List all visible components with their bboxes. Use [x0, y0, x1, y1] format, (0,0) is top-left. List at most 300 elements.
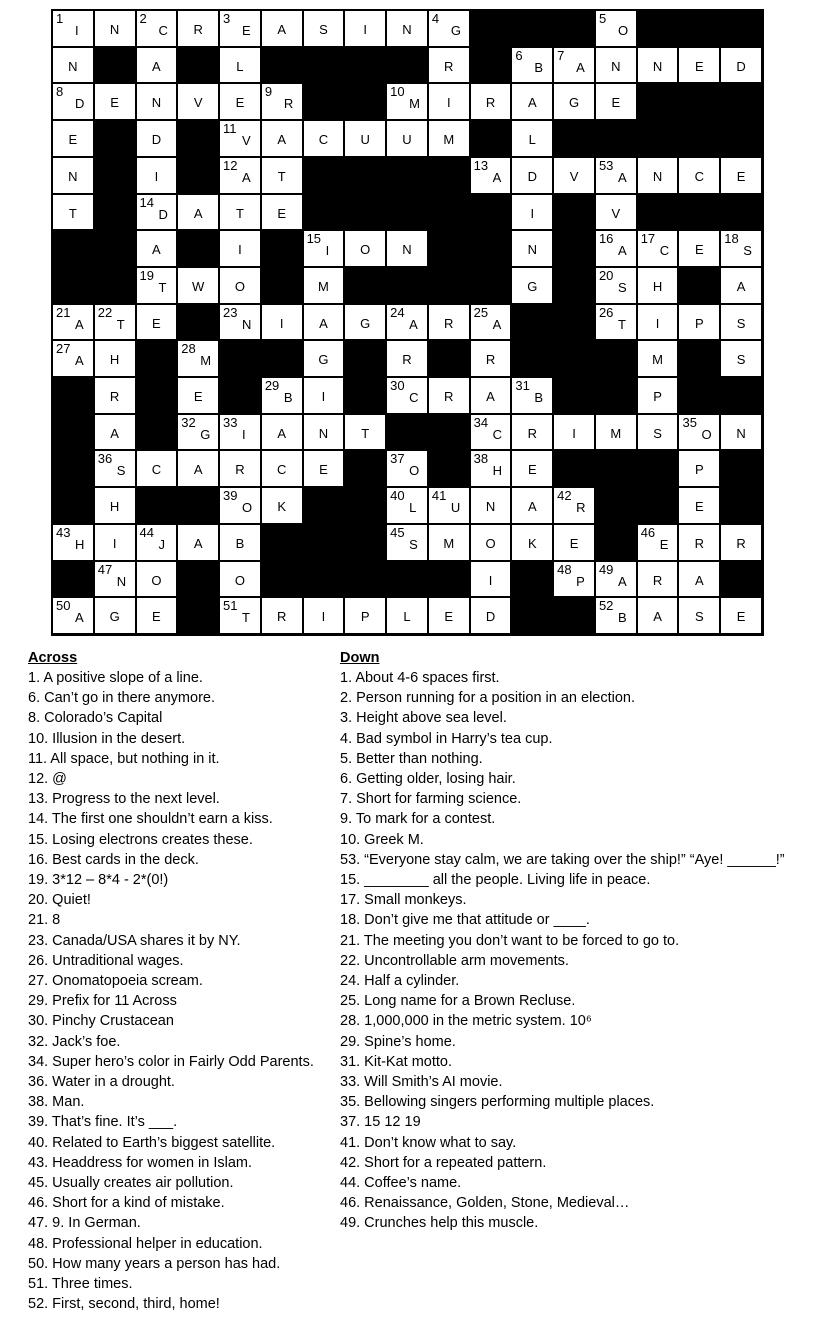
cell-letter: E	[242, 23, 251, 38]
cell-number: 37	[390, 451, 405, 467]
crossword-cell[interactable]	[137, 305, 177, 340]
crossword-cell[interactable]	[721, 158, 761, 193]
cell-letter: N	[116, 573, 127, 589]
cell-letter: G	[200, 426, 211, 442]
cell-letter: R	[485, 95, 496, 111]
cell-letter: S	[736, 352, 746, 368]
crossword-cell[interactable]	[512, 488, 552, 523]
cell-letter: M	[200, 353, 212, 369]
crossword-cell[interactable]	[53, 11, 93, 46]
crossword-cell[interactable]	[721, 341, 761, 376]
cell-letter: D	[527, 168, 537, 184]
crossword-cell[interactable]	[95, 525, 135, 560]
across-clue: 1. A positive slope of a line.	[28, 670, 203, 686]
crossword-cell[interactable]	[387, 451, 427, 486]
crossword-cell[interactable]	[137, 84, 177, 119]
crossword-cell[interactable]	[304, 451, 344, 486]
crossword-cell[interactable]	[554, 48, 594, 83]
crossword-cell[interactable]	[638, 341, 678, 376]
crossword-cell[interactable]	[220, 195, 260, 230]
cell-letter: N	[68, 168, 78, 184]
cell-number: 24	[390, 304, 405, 320]
crossword-cell[interactable]	[554, 562, 594, 597]
crossword-cell[interactable]	[262, 488, 302, 523]
crossword-cell[interactable]	[220, 121, 260, 156]
crossword-cell[interactable]	[304, 11, 344, 46]
crossword-cell[interactable]	[429, 48, 469, 83]
across-clue: 38. Man.	[28, 1094, 85, 1111]
crossword-cell[interactable]	[596, 562, 636, 597]
crossword-cell[interactable]	[429, 84, 469, 119]
crossword-cell[interactable]	[53, 195, 93, 230]
cell-letter: E	[68, 132, 78, 148]
crossword-cell[interactable]	[220, 562, 260, 597]
down-clue: 1. About 4-6 spaces first.	[340, 670, 500, 686]
cell-letter: A	[277, 425, 287, 441]
crossword-cell[interactable]	[679, 231, 719, 266]
cell-letter: A	[193, 462, 203, 478]
crossword-cell[interactable]	[554, 488, 594, 523]
cell-number: 41	[431, 488, 447, 504]
across-clue: 48. Professional helper in education.	[28, 1235, 263, 1252]
cell-letter: V	[242, 133, 251, 149]
across-clue: 15. Losing electrons creates these.	[28, 831, 253, 848]
crossword-cell[interactable]	[262, 121, 302, 156]
cell-letter: R	[283, 96, 294, 112]
crossword-cell[interactable]	[387, 598, 427, 633]
cell-number: 33	[223, 414, 238, 430]
crossword-cell[interactable]	[387, 231, 427, 266]
crossword-cell[interactable]	[429, 121, 469, 156]
cell-letter: P	[360, 609, 370, 625]
crossword-cell[interactable]	[638, 378, 678, 413]
cell-letter: I	[321, 609, 326, 625]
crossword-cell[interactable]	[429, 305, 469, 340]
crossword-cell[interactable]	[220, 84, 260, 119]
cell-letter: E	[444, 609, 454, 625]
crossword-cell[interactable]	[304, 268, 344, 303]
crossword-cell[interactable]	[178, 84, 218, 119]
cell-letter: R	[109, 389, 120, 405]
cell-letter: R	[444, 58, 454, 74]
crossword-cell[interactable]	[304, 598, 344, 633]
crossword-cell[interactable]	[137, 48, 177, 83]
crossword-cell[interactable]	[638, 305, 678, 340]
crossword-cell[interactable]	[304, 121, 344, 156]
crossword-cell[interactable]	[679, 488, 719, 523]
down-clue: 35. Bellowing singers performing multiple places.	[340, 1094, 655, 1111]
crossword-cell[interactable]	[137, 598, 177, 633]
crossword-cell[interactable]	[53, 48, 93, 83]
crossword-cell[interactable]	[512, 84, 552, 119]
crossword-cell[interactable]	[304, 341, 344, 376]
crossword-cell[interactable]	[554, 84, 594, 119]
cell-number: 22	[97, 304, 113, 320]
cell-number: 23	[223, 304, 238, 320]
cell-letter: D	[151, 132, 162, 148]
cell-letter: E	[569, 535, 579, 551]
crossword-cell[interactable]	[137, 11, 177, 46]
cell-letter: U	[360, 132, 370, 148]
cell-letter: I	[154, 168, 159, 184]
cell-letter: U	[450, 500, 461, 516]
cell-number: 21	[56, 304, 71, 320]
crossword-cell[interactable]	[471, 525, 511, 560]
crossword-cell[interactable]	[137, 562, 177, 597]
crossword-cell[interactable]	[638, 562, 678, 597]
crossword-cell[interactable]	[721, 598, 761, 633]
crossword-cell[interactable]	[638, 231, 678, 266]
cell-letter: S	[736, 315, 746, 331]
crossword-cell[interactable]	[679, 451, 719, 486]
crossword-cell[interactable]	[679, 598, 719, 633]
crossword-cell[interactable]	[262, 451, 302, 486]
crossword-cell[interactable]	[554, 525, 594, 560]
cell-letter: T	[277, 168, 286, 184]
cell-letter: S	[653, 425, 662, 441]
crossword-cell[interactable]	[220, 11, 260, 46]
crossword-cell[interactable]	[721, 305, 761, 340]
crossword-cell[interactable]	[387, 121, 427, 156]
crossword-cell[interactable]	[721, 48, 761, 83]
cell-letter: E	[695, 58, 704, 74]
crossword-cell[interactable]	[178, 378, 218, 413]
crossword-cell[interactable]	[429, 488, 469, 523]
cell-letter: T	[68, 205, 77, 221]
crossword-cell[interactable]	[178, 195, 218, 230]
down-column	[340, 648, 785, 1234]
crossword-cell[interactable]	[679, 525, 719, 560]
crossword-cell[interactable]	[471, 598, 511, 633]
crossword-cell[interactable]	[178, 415, 218, 450]
cell-letter: M	[652, 352, 663, 368]
cell-letter: A	[152, 58, 161, 74]
cell-number: 42	[557, 488, 572, 504]
crossword-cell[interactable]	[554, 415, 594, 450]
cell-letter: B	[534, 59, 544, 75]
crossword-cell[interactable]	[95, 415, 135, 450]
cell-number: 2	[139, 11, 147, 26]
crossword-cell[interactable]	[262, 84, 302, 119]
crossword-cell[interactable]	[220, 48, 260, 83]
cell-letter: H	[652, 278, 663, 294]
cell-letter: M	[610, 425, 622, 441]
cell-letter: E	[611, 95, 621, 111]
crossword-cell[interactable]	[387, 305, 427, 340]
crossword-cell[interactable]	[137, 231, 177, 266]
cell-letter: M	[443, 535, 455, 551]
crossword-cell[interactable]	[512, 268, 552, 303]
crossword-cell[interactable]	[512, 48, 552, 83]
down-clue: 10. Greek M.	[340, 831, 424, 848]
cell-number: 49	[598, 561, 614, 577]
crossword-cell[interactable]	[387, 525, 427, 560]
crossword-cell[interactable]	[95, 84, 135, 119]
cell-number: 26	[598, 304, 614, 320]
crossword-cell[interactable]	[429, 598, 469, 633]
crossword-cell[interactable]	[220, 158, 260, 193]
crossword-cell[interactable]	[471, 305, 511, 340]
crossword-cell[interactable]	[262, 11, 302, 46]
cell-letter: U	[402, 132, 412, 148]
crossword-cell[interactable]	[262, 598, 302, 633]
cell-letter: E	[193, 389, 203, 405]
down-clue: 21. The meeting you don’t want to be forced to go to.	[340, 932, 680, 949]
cell-letter: A	[242, 169, 251, 185]
cell-letter: D	[75, 96, 85, 112]
crossword-cell[interactable]	[596, 48, 636, 83]
cell-number: 34	[473, 414, 489, 430]
crossword-cell[interactable]	[638, 598, 678, 633]
cell-letter: A	[409, 316, 418, 332]
cell-letter: N	[318, 425, 329, 441]
across-clue: 8. Colorado’s Capital	[28, 710, 163, 727]
cell-number: 11	[223, 121, 237, 137]
cell-number: 18	[724, 231, 739, 247]
crossword-cell[interactable]	[387, 488, 427, 523]
cell-letter: O	[234, 278, 245, 294]
crossword-cell[interactable]	[220, 231, 260, 266]
crossword-cell[interactable]	[721, 415, 761, 450]
cell-letter: O	[234, 572, 245, 588]
down-clue: 42. Short for a repeated pattern.	[340, 1154, 547, 1171]
crossword-cell[interactable]	[262, 305, 302, 340]
across-clue: 11. All space, but nothing in it.	[28, 750, 220, 767]
cell-letter: S	[743, 243, 752, 259]
cell-number: 45	[390, 524, 405, 540]
crossword-cell[interactable]	[53, 305, 93, 340]
cell-letter: D	[485, 609, 496, 625]
cell-letter: G	[450, 23, 461, 38]
crossword-cell[interactable]	[638, 415, 678, 450]
crossword-cell[interactable]	[596, 598, 636, 633]
cell-number: 5	[598, 11, 607, 26]
crossword-cell[interactable]	[679, 415, 719, 450]
cell-letter: S	[695, 609, 704, 625]
crossword-cell[interactable]	[137, 121, 177, 156]
crossword-cell[interactable]	[638, 48, 678, 83]
down-clue: 17. Small monkeys.	[340, 892, 467, 909]
crossword-cell[interactable]	[596, 195, 636, 230]
crossword-cell[interactable]	[137, 451, 177, 486]
down-clue: 53. “Everyone stay calm, we are taking over the ship!” “Aye! ______!”	[340, 851, 785, 868]
crossword-cell[interactable]	[596, 305, 636, 340]
cell-letter: C	[409, 390, 419, 406]
cell-number: 25	[473, 304, 489, 320]
crossword-cell[interactable]	[262, 195, 302, 230]
crossword-cell[interactable]	[471, 158, 511, 193]
crossword-cell[interactable]	[178, 525, 218, 560]
crossword-cell[interactable]	[53, 598, 93, 633]
crossword-cell[interactable]	[387, 341, 427, 376]
crossword-cell[interactable]	[178, 268, 218, 303]
crossword-cell[interactable]	[178, 341, 218, 376]
crossword-cell[interactable]	[679, 158, 719, 193]
cell-letter: T	[617, 316, 626, 332]
cell-letter: I	[112, 535, 117, 551]
crossword-cell[interactable]	[512, 158, 552, 193]
crossword-cell[interactable]	[429, 378, 469, 413]
crossword-cell[interactable]	[387, 378, 427, 413]
crossword-cell[interactable]	[53, 84, 93, 119]
across-clue: 34. Super hero’s color in Fairly Odd Parents.	[28, 1053, 314, 1070]
cell-letter: C	[276, 462, 287, 478]
crossword-cell[interactable]	[220, 451, 260, 486]
cell-letter: C	[659, 243, 670, 259]
crossword-cell[interactable]	[137, 268, 177, 303]
cell-letter: A	[319, 315, 328, 331]
crossword-cell[interactable]	[53, 158, 93, 193]
crossword-cell[interactable]	[471, 562, 511, 597]
cell-letter: G	[360, 315, 371, 331]
cell-letter: A	[695, 572, 704, 588]
cell-letter: E	[659, 536, 669, 552]
crossword-cell[interactable]	[387, 84, 427, 119]
cell-letter: N	[652, 58, 663, 74]
crossword-cell[interactable]	[429, 11, 469, 46]
down-clue: 22. Uncontrollable arm movements.	[340, 952, 569, 969]
crossword-cell[interactable]	[471, 451, 511, 486]
crossword-cell[interactable]	[345, 121, 385, 156]
down-clue: 7. Short for farming science.	[340, 791, 522, 808]
cell-letter: I	[655, 315, 660, 331]
crossword-cell[interactable]	[95, 451, 135, 486]
crossword-cell[interactable]	[512, 415, 552, 450]
crossword-cell[interactable]	[345, 415, 385, 450]
crossword-cell[interactable]	[596, 158, 636, 193]
crossword-cell[interactable]	[178, 11, 218, 46]
crossword-grid	[51, 9, 764, 636]
cell-letter: N	[109, 22, 120, 37]
cell-letter: R	[485, 352, 496, 368]
cell-number: 3	[223, 11, 231, 26]
cell-letter: B	[534, 390, 544, 406]
crossword-cell[interactable]	[53, 341, 93, 376]
across-clue-list	[28, 668, 314, 1315]
cell-letter: E	[110, 95, 119, 111]
cell-number: 9	[264, 84, 273, 100]
cell-letter: W	[192, 278, 205, 294]
crossword-cell[interactable]	[304, 378, 344, 413]
crossword-cell[interactable]	[512, 121, 552, 156]
cell-letter: A	[75, 316, 84, 332]
cell-letter: R	[736, 535, 746, 551]
crossword-cell[interactable]	[638, 268, 678, 303]
crossword-cell[interactable]	[471, 341, 511, 376]
crossword-cell[interactable]	[95, 378, 135, 413]
crossword-cell[interactable]	[721, 268, 761, 303]
cell-letter: R	[444, 315, 454, 331]
down-clue: 3. Height above sea level.	[340, 710, 507, 727]
crossword-cell[interactable]	[178, 451, 218, 486]
cell-number: 13	[473, 157, 489, 173]
cell-letter: O	[701, 426, 712, 442]
crossword-cell[interactable]	[429, 525, 469, 560]
crossword-cell[interactable]	[638, 158, 678, 193]
crossword-cell[interactable]	[220, 268, 260, 303]
cell-letter: R	[193, 22, 203, 37]
cell-number: 36	[97, 451, 113, 467]
cell-number: 50	[56, 598, 71, 614]
crossword-cell[interactable]	[137, 525, 177, 560]
crossword-cell[interactable]	[679, 562, 719, 597]
cell-number: 53	[598, 157, 614, 173]
crossword-cell[interactable]	[53, 525, 93, 560]
crossword-cell[interactable]	[345, 598, 385, 633]
crossword-cell[interactable]	[220, 415, 260, 450]
crossword-cell[interactable]	[679, 305, 719, 340]
crossword-cell[interactable]	[137, 158, 177, 193]
crossword-cell[interactable]	[220, 305, 260, 340]
crossword-cell[interactable]	[512, 451, 552, 486]
cell-number: 43	[56, 524, 71, 540]
crossword-cell[interactable]	[512, 231, 552, 266]
across-clue: 23. Canada/USA shares it by NY.	[28, 932, 241, 949]
crossword-cell[interactable]	[262, 415, 302, 450]
crossword-cell[interactable]	[679, 48, 719, 83]
crossword-cell[interactable]	[95, 341, 135, 376]
crossword-cell[interactable]	[554, 158, 594, 193]
crossword-cell[interactable]	[220, 525, 260, 560]
crossword-cell[interactable]	[345, 305, 385, 340]
crossword-cell[interactable]	[512, 378, 552, 413]
crossword-cell[interactable]	[471, 488, 511, 523]
cell-letter: A	[653, 609, 662, 625]
crossword-cell[interactable]	[471, 378, 511, 413]
crossword-cell[interactable]	[262, 378, 302, 413]
crossword-cell[interactable]	[596, 231, 636, 266]
crossword-cell[interactable]	[95, 305, 135, 340]
crossword-cell[interactable]	[95, 562, 135, 597]
down-clue: 29. Spine’s home.	[340, 1033, 456, 1050]
crossword-cell[interactable]	[596, 11, 636, 46]
crossword-cell[interactable]	[596, 268, 636, 303]
cell-letter: N	[611, 58, 621, 74]
crossword-cell[interactable]	[137, 195, 177, 230]
crossword-cell[interactable]	[304, 305, 344, 340]
crossword-cell[interactable]	[512, 195, 552, 230]
crossword-cell[interactable]	[721, 231, 761, 266]
crossword-cell[interactable]	[596, 415, 636, 450]
crossword-cell[interactable]	[95, 488, 135, 523]
crossword-cell[interactable]	[304, 231, 344, 266]
crossword-cell[interactable]	[262, 158, 302, 193]
cell-letter: A	[736, 278, 746, 294]
crossword-cell[interactable]	[638, 525, 678, 560]
crossword-cell[interactable]	[220, 598, 260, 633]
crossword-cell[interactable]	[95, 598, 135, 633]
crossword-cell[interactable]	[596, 84, 636, 119]
crossword-cell[interactable]	[512, 525, 552, 560]
cell-number: 32	[181, 414, 196, 430]
cell-letter: I	[530, 205, 535, 221]
crossword-cell[interactable]	[387, 11, 427, 46]
crossword-cell[interactable]	[53, 121, 93, 156]
cell-number: 44	[139, 524, 154, 540]
crossword-cell[interactable]	[345, 231, 385, 266]
crossword-cell[interactable]	[304, 415, 344, 450]
crossword-cell[interactable]	[471, 415, 511, 450]
crossword-cell[interactable]	[345, 11, 385, 46]
down-clue: 49. Crunches help this muscle.	[340, 1215, 539, 1232]
cell-letter: R	[402, 352, 412, 368]
crossword-cell[interactable]	[220, 488, 260, 523]
crossword-cell[interactable]	[471, 84, 511, 119]
crossword-cell[interactable]	[95, 11, 135, 46]
crossword-cell[interactable]	[721, 525, 761, 560]
down-clue: 41. Don’t know what to say.	[340, 1134, 517, 1151]
cell-letter: N	[242, 316, 252, 332]
